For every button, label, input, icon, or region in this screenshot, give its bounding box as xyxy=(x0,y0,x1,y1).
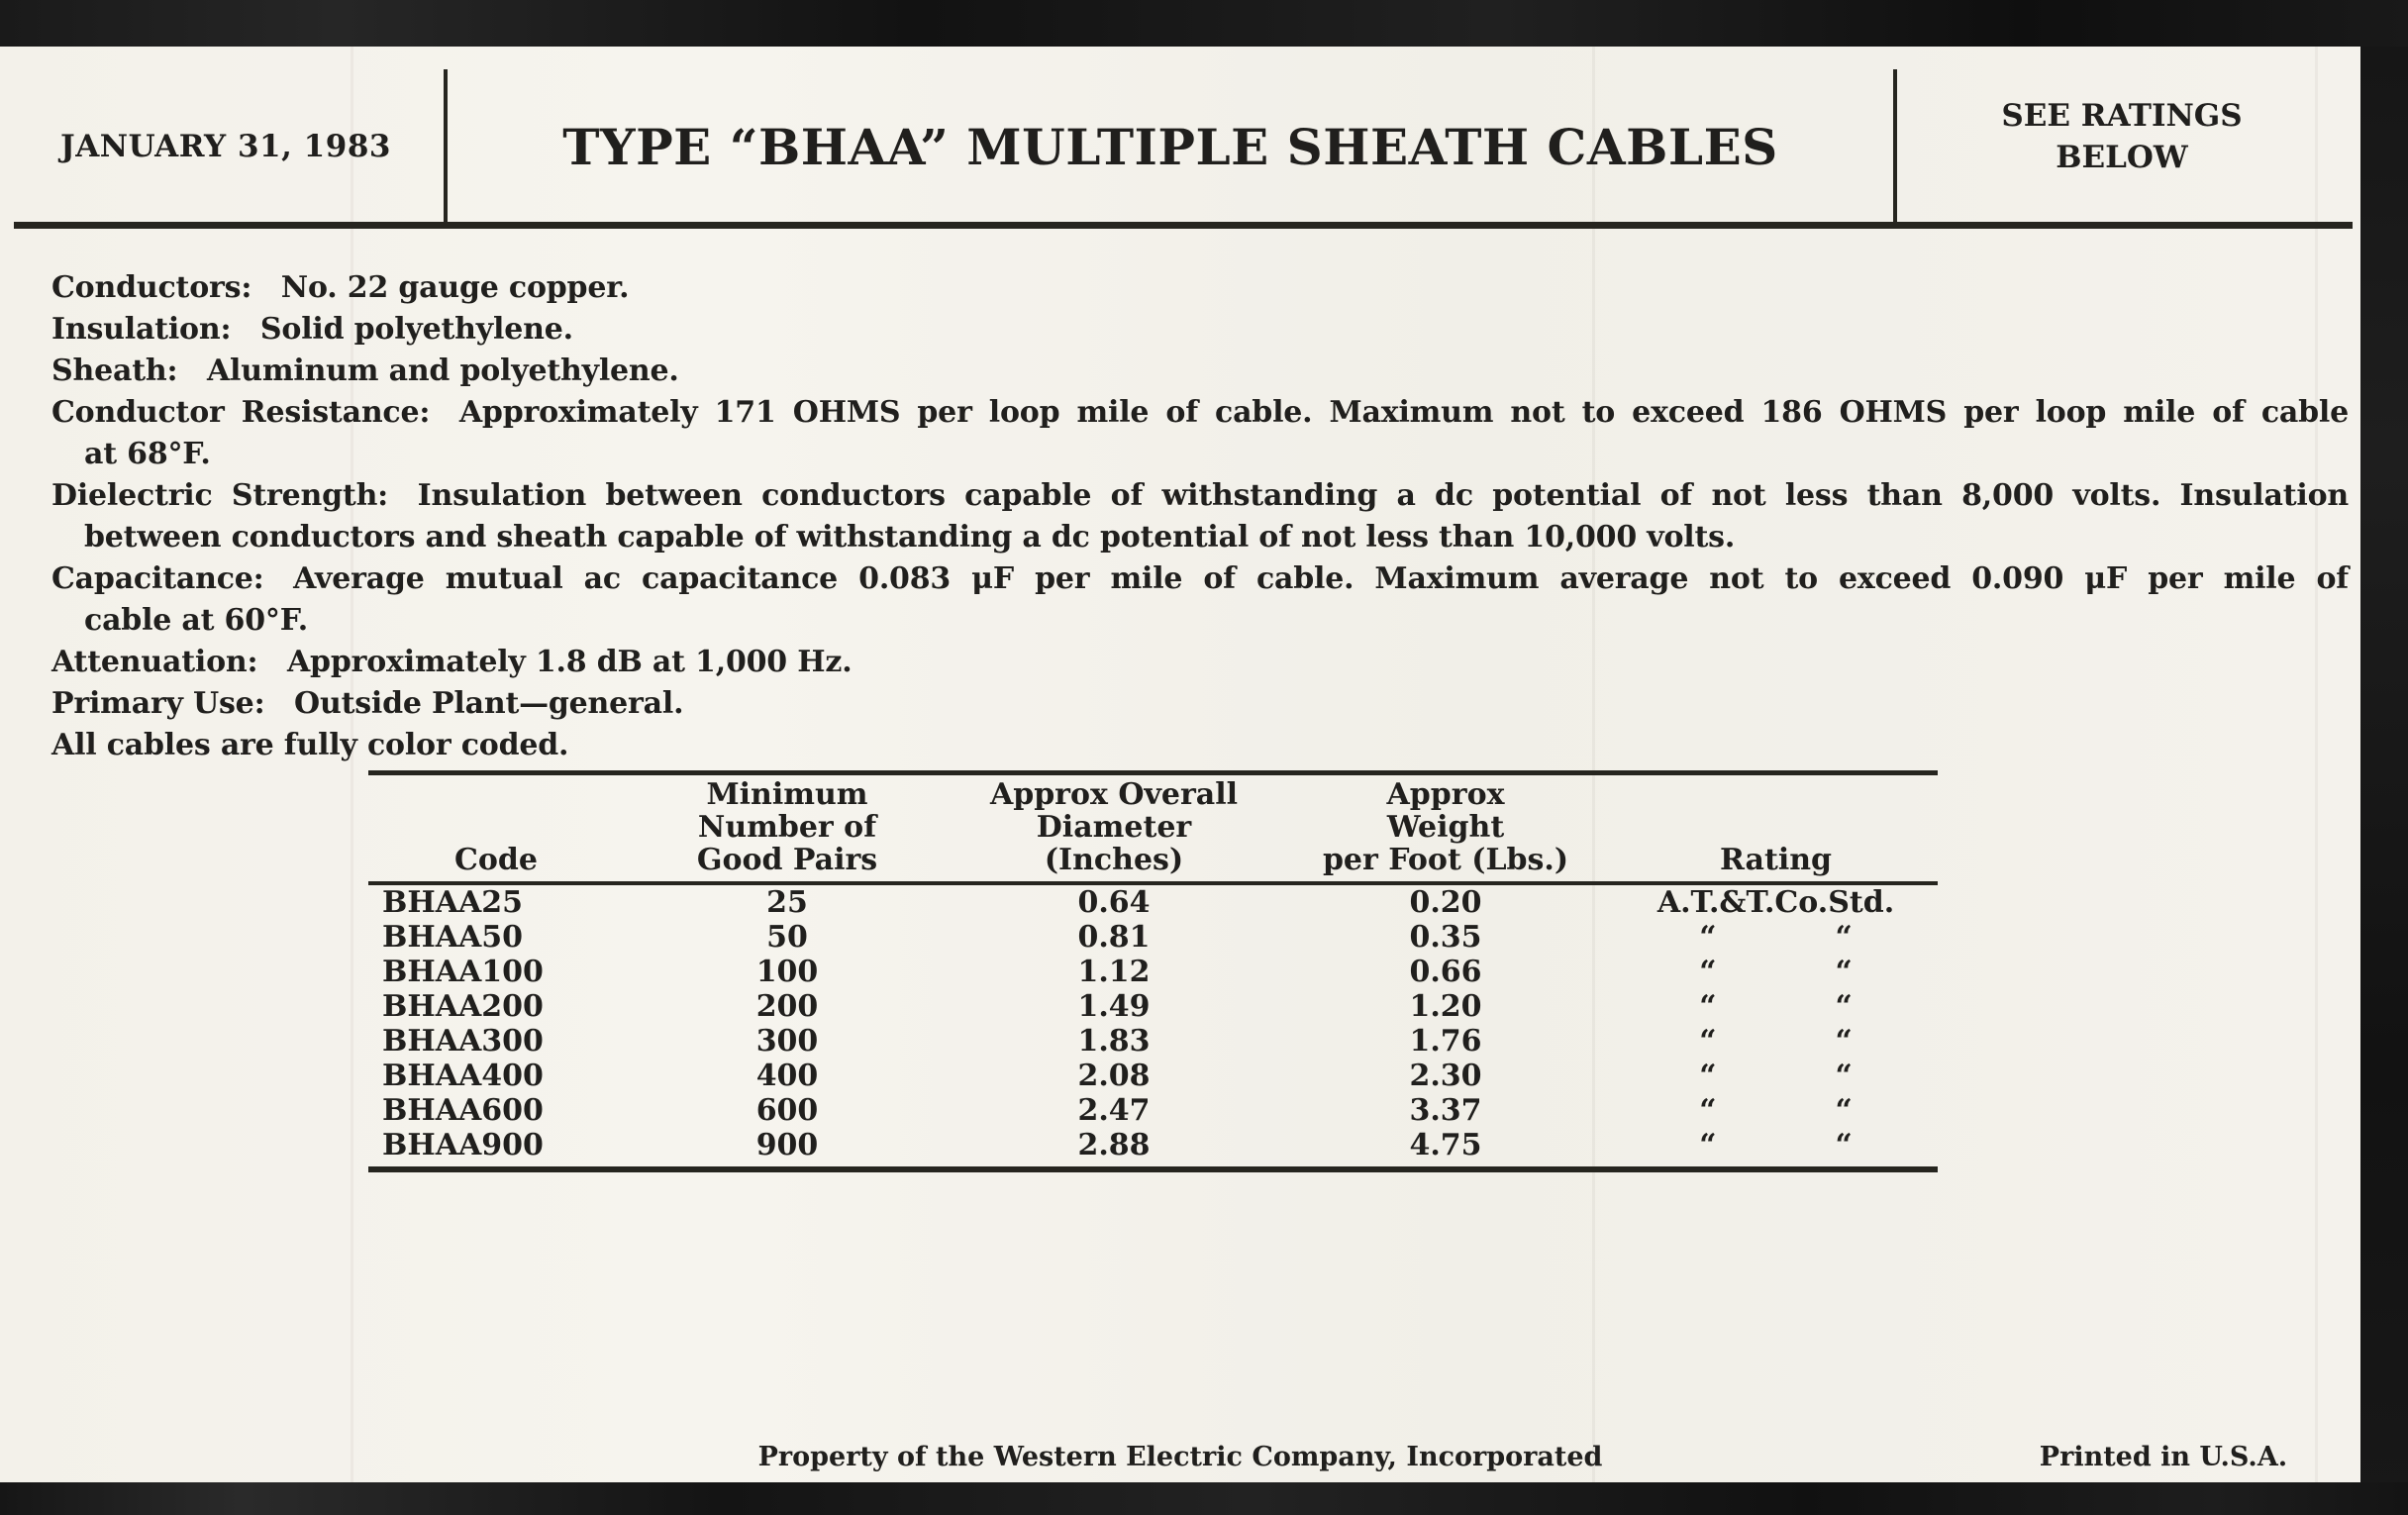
cell-code: BHAA50 xyxy=(382,920,524,955)
ratings-note-line: BELOW xyxy=(2056,140,2188,175)
cell-code: BHAA600 xyxy=(382,1093,544,1128)
spec-item xyxy=(51,558,2349,642)
header-divider-right xyxy=(1893,69,1897,224)
cell-diameter: 1.83 xyxy=(1077,1024,1151,1059)
column-header-code xyxy=(368,844,624,876)
spec-line: Conductors: No. 22 gauge copper. xyxy=(51,270,630,305)
cell-diameter: 2.88 xyxy=(1077,1128,1151,1162)
spec-line: Attenuation: Approximately 1.8 dB at 1,000 Hz. xyxy=(51,645,853,679)
cell-pairs: 300 xyxy=(755,1024,819,1059)
column-header-pairs xyxy=(624,778,951,876)
cell-rating: A.T.&T.Co.Std. xyxy=(1656,885,1895,920)
spec-item xyxy=(51,475,2349,558)
column-header-line: Good Pairs xyxy=(696,843,878,877)
table-row xyxy=(368,1059,1938,1093)
spec-item xyxy=(51,309,2349,351)
cell-rating: “ “ xyxy=(1699,1128,1853,1162)
column-header-line: Number of xyxy=(697,810,877,845)
cell-rating: “ “ xyxy=(1699,920,1853,955)
cell-diameter: 2.08 xyxy=(1077,1059,1151,1093)
scan-bar-bottom xyxy=(0,1482,2408,1515)
cell-weight: 0.20 xyxy=(1409,885,1482,920)
table-rule-bottom xyxy=(368,1166,1938,1172)
spec-line: at 68°F. xyxy=(84,437,211,471)
cell-code: BHAA200 xyxy=(382,989,544,1024)
table-row xyxy=(368,955,1938,989)
cell-weight: 3.37 xyxy=(1409,1093,1482,1128)
footer-printed-note: Printed in U.S.A. xyxy=(2039,1442,2288,1472)
spec-line: All cables are fully color coded. xyxy=(51,728,569,762)
column-header-rating xyxy=(1614,844,1938,876)
cell-rating: “ “ xyxy=(1699,1093,1853,1128)
spec-item xyxy=(51,683,2349,725)
column-header-line: Approx xyxy=(1386,777,1505,812)
scan-edge-right xyxy=(2360,0,2408,1515)
cell-weight: 1.20 xyxy=(1409,989,1482,1024)
table-row xyxy=(368,1128,1938,1162)
ratings-note xyxy=(1901,63,2343,210)
ratings-note-line: SEE RATINGS xyxy=(2001,98,2243,134)
spec-item xyxy=(51,392,2349,475)
table-body xyxy=(368,885,1938,1162)
column-header-line: Diameter xyxy=(1036,810,1192,845)
spec-line: Dielectric Strength: Insulation between conductors capable of withstanding a dc potential of not less than 8,000 volts. Insulation xyxy=(51,478,2349,513)
cell-diameter: 1.12 xyxy=(1077,955,1151,989)
cell-weight: 2.30 xyxy=(1409,1059,1482,1093)
page-title: TYPE “BHAA” MULTIPLE SHEATH CABLES xyxy=(562,117,1778,176)
column-header-line: Weight xyxy=(1386,810,1505,845)
spec-item xyxy=(51,267,2349,309)
column-header-line: (Inches) xyxy=(1044,843,1184,877)
table-row xyxy=(368,885,1938,920)
cell-diameter: 1.49 xyxy=(1077,989,1151,1024)
column-header-weight xyxy=(1277,778,1614,876)
cell-rating: “ “ xyxy=(1699,955,1853,989)
cell-pairs: 400 xyxy=(755,1059,819,1093)
cell-code: BHAA400 xyxy=(382,1059,544,1093)
cell-weight: 4.75 xyxy=(1409,1128,1482,1162)
cell-code: BHAA25 xyxy=(382,885,524,920)
cell-pairs: 600 xyxy=(755,1093,819,1128)
spec-line: Primary Use: Outside Plant—general. xyxy=(51,686,684,721)
table-row xyxy=(368,1024,1938,1059)
spec-line: between conductors and sheath capable of withstanding a dc potential of not less than 10,000 volts. xyxy=(84,520,1736,555)
table-row xyxy=(368,1093,1938,1128)
cell-rating: “ “ xyxy=(1699,989,1853,1024)
cell-code: BHAA100 xyxy=(382,955,544,989)
table-header-row xyxy=(368,775,1938,881)
spec-item xyxy=(51,725,2349,766)
column-header-line: Code xyxy=(454,843,538,877)
cell-pairs: 100 xyxy=(755,955,819,989)
column-header-line: Approx Overall xyxy=(989,777,1239,812)
spec-line: Insulation: Solid polyethylene. xyxy=(51,312,573,347)
spec-line: Conductor Resistance: Approximately 171 OHMS per loop mile of cable. Maximum not to exceed 186 OHMS per loop mile of cable xyxy=(51,395,2349,430)
column-header-diameter xyxy=(951,778,1277,876)
document-page xyxy=(0,47,2360,1482)
cell-pairs: 50 xyxy=(766,920,808,955)
table-row xyxy=(368,989,1938,1024)
spec-line: Sheath: Aluminum and polyethylene. xyxy=(51,354,679,388)
scan-bar-top xyxy=(0,0,2408,47)
column-header-line: Rating xyxy=(1719,843,1833,877)
cable-table xyxy=(368,770,1938,1172)
spec-item xyxy=(51,642,2349,683)
cell-pairs: 900 xyxy=(755,1128,819,1162)
issue-date: JANUARY 31, 1983 xyxy=(60,129,391,164)
cell-weight: 0.66 xyxy=(1409,955,1482,989)
spec-line: cable at 60°F. xyxy=(84,603,309,638)
cell-diameter: 0.81 xyxy=(1077,920,1151,955)
cell-weight: 1.76 xyxy=(1409,1024,1482,1059)
cell-rating: “ “ xyxy=(1699,1024,1853,1059)
cell-weight: 0.35 xyxy=(1409,920,1482,955)
column-header-line: per Foot (Lbs.) xyxy=(1322,843,1569,877)
cell-pairs: 25 xyxy=(766,885,808,920)
header-rule xyxy=(14,222,2353,229)
spec-list xyxy=(51,267,2349,766)
table-row xyxy=(368,920,1938,955)
cell-code: BHAA300 xyxy=(382,1024,544,1059)
spec-line: Capacitance: Average mutual ac capacitance 0.083 μF per mile of cable. Maximum average not to exceed 0.090 μF per mile of xyxy=(51,561,2349,596)
cell-rating: “ “ xyxy=(1699,1059,1853,1093)
header-divider-left xyxy=(444,69,448,224)
footer-property-note: Property of the Western Electric Company, Incorporated xyxy=(757,1442,1603,1472)
cell-code: BHAA900 xyxy=(382,1128,544,1162)
column-header-line: Minimum xyxy=(706,777,868,812)
cell-diameter: 2.47 xyxy=(1077,1093,1151,1128)
cell-pairs: 200 xyxy=(755,989,819,1024)
spec-item xyxy=(51,351,2349,392)
cell-diameter: 0.64 xyxy=(1077,885,1151,920)
